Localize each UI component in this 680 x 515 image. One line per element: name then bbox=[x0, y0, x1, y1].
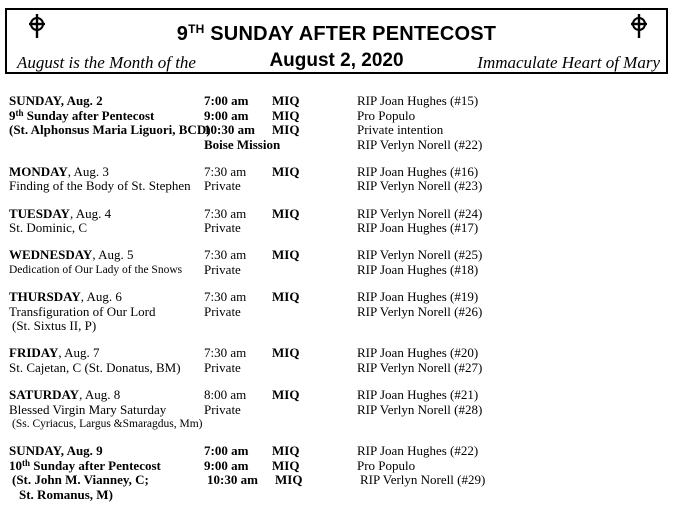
schedule-row bbox=[9, 248, 669, 263]
schedule-row bbox=[9, 165, 669, 180]
day-label: St. Romanus, M) bbox=[19, 486, 113, 502]
mass-time: 7:30 am bbox=[204, 163, 247, 179]
day-block bbox=[9, 444, 669, 502]
day-label bbox=[9, 138, 204, 153]
mass-intention: Pro Populo bbox=[357, 457, 416, 473]
mass-location: MIQ bbox=[272, 457, 300, 473]
mass-intention: RIP Verlyn Norell (#22) bbox=[357, 136, 483, 152]
day-label: FRIDAY, Aug. 7 bbox=[9, 345, 100, 361]
schedule-row bbox=[9, 488, 669, 503]
mass-intention: RIP Joan Hughes (#22) bbox=[357, 443, 479, 459]
mass-time: 10:30 am bbox=[207, 472, 258, 488]
mass-intention: RIP Verlyn Norell (#25) bbox=[357, 247, 483, 263]
mass-location bbox=[272, 403, 357, 418]
mass-time bbox=[214, 488, 282, 503]
schedule-row bbox=[9, 138, 669, 153]
day-block bbox=[9, 94, 669, 152]
schedule-row bbox=[9, 179, 669, 194]
mass-location: MIQ bbox=[272, 247, 300, 263]
bulletin-date: August 2, 2020 bbox=[269, 50, 404, 71]
mass-location: MIQ bbox=[272, 386, 300, 402]
mass-location: MIQ bbox=[272, 163, 300, 179]
mass-time: Private bbox=[204, 359, 241, 375]
mass-time: 10:30 am bbox=[204, 122, 255, 138]
header-box bbox=[5, 8, 668, 74]
mass-intention: RIP Verlyn Norell (#27) bbox=[357, 359, 483, 375]
mass-time: 7:00 am bbox=[204, 443, 249, 459]
mass-location: MIQ bbox=[272, 288, 300, 304]
mass-intention: RIP Joan Hughes (#20) bbox=[357, 345, 479, 361]
mass-intention: RIP Joan Hughes (#18) bbox=[357, 261, 479, 277]
day-label: 10th Sunday after Pentecost bbox=[9, 457, 161, 473]
mass-time: 9:00 am bbox=[204, 457, 249, 473]
mass-intention bbox=[367, 488, 669, 503]
day-block bbox=[9, 388, 669, 432]
mass-location bbox=[282, 488, 367, 503]
schedule-row bbox=[9, 473, 669, 488]
day-label: SATURDAY, Aug. 8 bbox=[9, 386, 121, 402]
mass-location: MIQ bbox=[272, 122, 300, 138]
schedule-row bbox=[9, 459, 669, 474]
mass-location: MIQ bbox=[272, 107, 300, 123]
schedule-row bbox=[9, 221, 669, 236]
mass-intention: RIP Verlyn Norell (#29) bbox=[360, 472, 486, 488]
mass-schedule bbox=[9, 94, 669, 515]
schedule-row bbox=[9, 361, 669, 376]
day-label: TUESDAY, Aug. 4 bbox=[9, 205, 112, 221]
mass-intention: Private intention bbox=[357, 122, 444, 138]
day-label: Dedication of Our Lady of the Snows bbox=[9, 263, 183, 276]
day-block bbox=[9, 346, 669, 375]
mass-intention: Pro Populo bbox=[357, 107, 416, 123]
mass-intention: RIP Verlyn Norell (#23) bbox=[357, 178, 483, 194]
mass-location: MIQ bbox=[272, 345, 300, 361]
mass-time: Private bbox=[204, 303, 241, 319]
mass-time: 7:00 am bbox=[204, 93, 249, 108]
mass-time bbox=[207, 417, 275, 432]
mass-time bbox=[207, 319, 275, 334]
schedule-row bbox=[9, 94, 669, 109]
day-block bbox=[9, 207, 669, 236]
month-dedication-left: August is the Month of the bbox=[17, 53, 196, 72]
schedule-row bbox=[9, 290, 669, 305]
day-label: MONDAY, Aug. 3 bbox=[9, 163, 109, 179]
schedule-row bbox=[9, 207, 669, 222]
mass-intention: RIP Joan Hughes (#16) bbox=[357, 163, 479, 179]
day-label: Transfiguration of Our Lord bbox=[9, 303, 156, 319]
mass-intention: RIP Joan Hughes (#17) bbox=[357, 220, 479, 236]
mass-time: 7:30 am bbox=[204, 288, 247, 304]
mass-time: 8:00 am bbox=[204, 386, 247, 402]
mass-location: MIQ bbox=[272, 93, 300, 108]
day-label: SUNDAY, Aug. 9 bbox=[9, 443, 103, 459]
mass-time: 9:00 am bbox=[204, 107, 249, 123]
mass-intention: RIP Verlyn Norell (#26) bbox=[357, 303, 483, 319]
mass-intention: RIP Joan Hughes (#15) bbox=[357, 93, 479, 108]
schedule-row bbox=[9, 346, 669, 361]
mass-intention: RIP Verlyn Norell (#24) bbox=[357, 205, 483, 221]
mass-location bbox=[272, 221, 357, 236]
schedule-row bbox=[9, 403, 669, 418]
day-label: THURSDAY, Aug. 6 bbox=[9, 288, 122, 304]
schedule-row bbox=[9, 109, 669, 124]
day-block bbox=[9, 165, 669, 194]
mass-intention: RIP Verlyn Norell (#28) bbox=[357, 401, 483, 417]
schedule-row bbox=[9, 319, 669, 334]
mass-time: Private bbox=[204, 220, 241, 236]
mass-time: 7:30 am bbox=[204, 345, 247, 361]
day-label: (St. Sixtus II, P) bbox=[12, 318, 97, 334]
mass-location: MIQ bbox=[272, 443, 300, 459]
day-label: WEDNESDAY, Aug. 5 bbox=[9, 247, 134, 263]
day-label: Finding of the Body of St. Stephen bbox=[9, 178, 191, 194]
mass-time: 7:30 am bbox=[204, 205, 247, 221]
day-label: (Ss. Cyriacus, Largus &Smaragdus, Mm) bbox=[12, 418, 203, 431]
schedule-row bbox=[9, 444, 669, 459]
mass-time: Private bbox=[204, 261, 241, 277]
mass-location: MIQ bbox=[272, 205, 300, 221]
mass-location bbox=[272, 361, 357, 376]
mass-location: MIQ bbox=[275, 472, 303, 488]
mass-intention bbox=[360, 319, 669, 334]
month-dedication-right: Immaculate Heart of Mary bbox=[477, 53, 660, 72]
schedule-row bbox=[9, 305, 669, 320]
mass-intention: RIP Joan Hughes (#19) bbox=[357, 288, 479, 304]
mass-time: Private bbox=[204, 178, 241, 194]
mass-location bbox=[275, 319, 360, 334]
schedule-row bbox=[9, 388, 669, 403]
mass-time: Boise Mission bbox=[204, 136, 281, 152]
day-block bbox=[9, 248, 669, 277]
schedule-row bbox=[9, 417, 669, 432]
mass-time: 7:30 am bbox=[204, 247, 247, 263]
day-label: Blessed Virgin Mary Saturday bbox=[9, 401, 167, 417]
mass-intention bbox=[360, 417, 669, 432]
mass-location bbox=[275, 417, 360, 432]
schedule-row bbox=[9, 123, 669, 138]
day-label: 9th Sunday after Pentecost bbox=[9, 107, 155, 123]
mass-time: Private bbox=[204, 401, 241, 417]
mass-location bbox=[272, 179, 357, 194]
day-label: St. Dominic, C bbox=[9, 220, 88, 236]
day-label: (St. John M. Vianney, C; bbox=[12, 472, 149, 488]
day-block bbox=[9, 290, 669, 334]
page-title: 9TH SUNDAY AFTER PENTECOST bbox=[176, 22, 497, 45]
mass-location bbox=[272, 263, 357, 278]
schedule-row bbox=[9, 263, 669, 278]
day-label: SUNDAY, Aug. 2 bbox=[9, 93, 103, 108]
mass-intention: RIP Joan Hughes (#21) bbox=[357, 386, 479, 402]
mass-location bbox=[272, 305, 357, 320]
day-label: (St. Alphonsus Maria Liguori, BCD) bbox=[9, 122, 211, 138]
day-label: St. Cajetan, C (St. Donatus, BM) bbox=[9, 359, 181, 375]
